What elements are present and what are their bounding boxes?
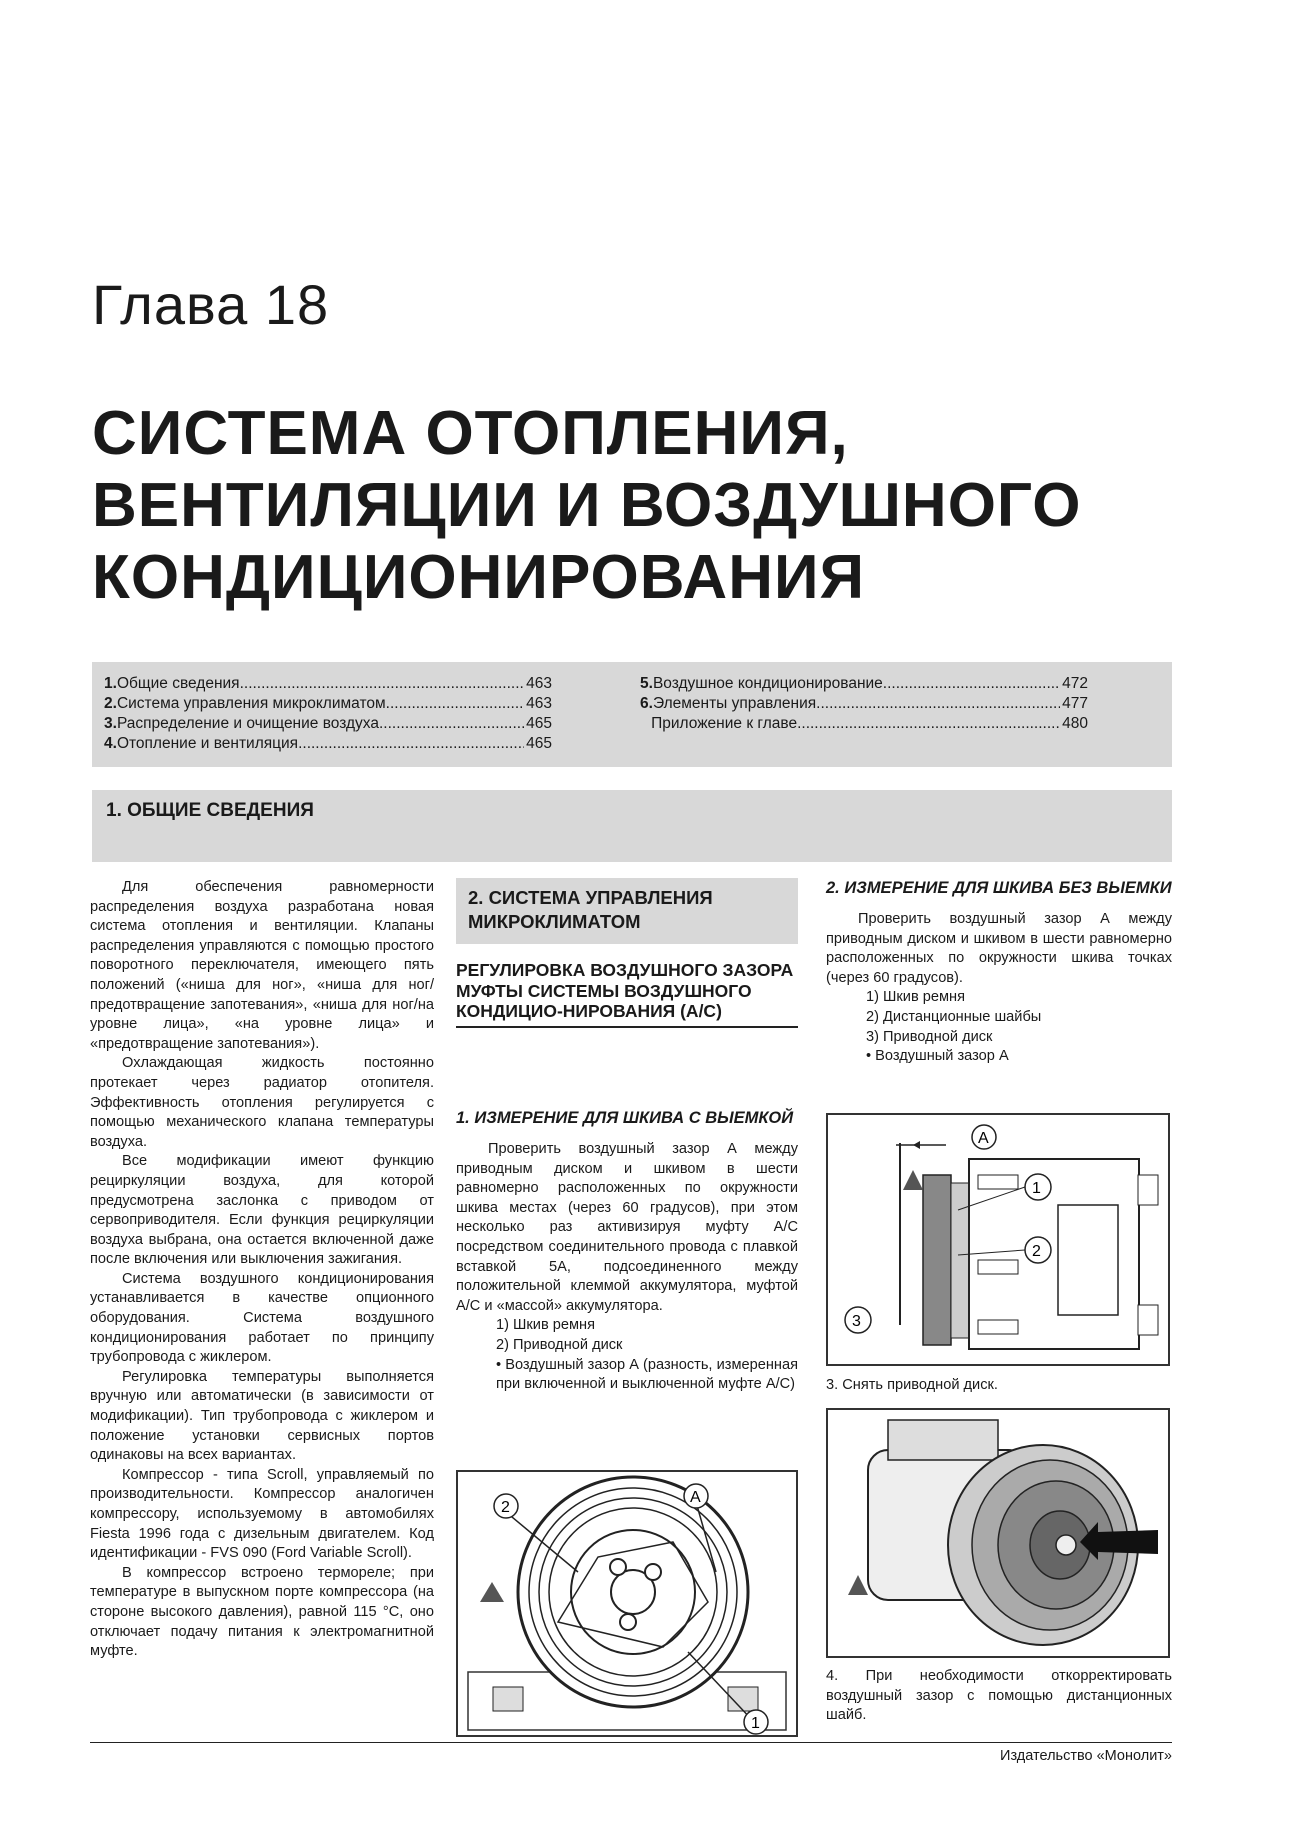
compressor-diagram [826,1408,1170,1658]
toc-title: Элементы управления [652,695,817,712]
paragraph: Компрессор - типа Scroll, управляемый по производительности. Компрессор аналогичен компрессору, используемому в автомобилях Fiesta 1996 года с дизельным двигателем. Код идентификации - FVS 090 (Ford Variable Scroll). [90,1466,434,1562]
clutch-drawing-1 [458,1472,796,1735]
fig-label: 2 [501,1499,510,1516]
toc-number: 3. [104,715,117,732]
section-1-heading: 1. ОБЩИЕ СВЕДЕНИЯ [92,790,1172,862]
fig-label: A [978,1130,989,1147]
list-item: • Воздушный зазор А (разность, измеренная при включенной и выключенной муфте А/С) [496,1356,798,1393]
publisher-footer: Издательство «Монолит» [1000,1748,1172,1764]
step-1-text: Проверить воздушный зазор А между приводным диском и шкивом в шести равномерно расположенных по окружности шкива местах (через 60 градусов), при этом несколько раз активизируя муфту А/С посредством соединительного провода с плавкой вставкой 5А, подсоединенного между положительной клеммой аккумулятора, муфтой А/С и «массой» аккумулятора. [456,1141,798,1314]
list-item: 3) Приводной диск [866,1028,993,1045]
toc-entry[interactable] [104,734,552,754]
section-2-heading: 2. СИСТЕМА УПРАВЛЕНИЯ МИКРОКЛИМАТОМ [456,878,798,944]
chapter-number: Глава 18 [92,273,330,336]
toc-entry[interactable] [104,714,552,734]
toc-title: Общие сведения [116,675,240,692]
toc-number: 5. [640,675,653,692]
toc-leader [240,674,525,694]
list-item: 1) Шкив ремня [496,1317,595,1334]
paragraph: Регулировка температуры выполняется вручную или автоматически (в зависимости от модификации). Тип трубопровода с жиклером и положение установки сервисных портов одинаковы на всех вариантах. [90,1368,434,1464]
step-2-block [826,878,1172,1067]
list-item: 2) Дистанционные шайбы [866,1008,1042,1025]
toc-page: 480 [1062,715,1088,732]
toc-number: 1. [104,675,117,692]
step-2-title: 2. ИЗМЕРЕНИЕ ДЛЯ ШКИВА БЕЗ ВЫЕМКИ [826,879,1172,897]
chapter-title [92,398,1212,614]
step-2-text: Проверить воздушный зазор А между приводным диском и шкивом в шести равномерно расположенных по окружности шкива точках (через 60 градусов). [826,911,1172,986]
toc-leader [883,674,1060,694]
toc-leader [816,694,1060,714]
step-3-caption: 3. Снять приводной диск. [826,1377,998,1393]
paragraph: Все модификации имеют функцию рециркуляции воздуха, для которой предусмотрена заслонка с приводом от сервоприводителя. Если функция рециркуляции воздуха выбрана, она остается включенной даже после включения или выключения зажигания. [90,1153,434,1268]
paragraph: Система воздушного кондиционирования устанавливается в качестве опционного оборудования. Система воздушного кондиционирования работает по принципу трубопровода с жиклером. [90,1270,434,1366]
toc-leader [298,734,524,754]
toc-leader [797,714,1060,734]
toc-leader [379,714,524,734]
toc-title: Распределение и очищение воздуха [116,715,379,732]
pulley-flat-diagram [826,1113,1170,1366]
toc-title: Отопление и вентиляция [116,735,299,752]
list-item: 2) Приводной диск [496,1336,623,1353]
toc-number: 6. [640,695,653,712]
step-1-title: 1. ИЗМЕРЕНИЕ ДЛЯ ШКИВА С ВЫЕМКОЙ [456,1109,794,1127]
toc-number: 2. [104,695,117,712]
toc-page: 463 [526,675,552,692]
fig-label: 1 [751,1715,760,1732]
list-item: • Воздушный зазор А [866,1048,1009,1065]
paragraph: Охлаждающая жидкость постоянно протекает через радиатор отопителя. Эффективность отопления регулируется с помощью механического клапана температуры воздуха. [90,1055,434,1150]
toc-page: 472 [1062,675,1088,692]
section-1-body [90,878,434,1662]
toc-entry[interactable] [640,674,1088,694]
step-1-block [456,1108,798,1395]
toc-number: 4. [104,735,117,752]
toc-page: 477 [1062,695,1088,712]
toc-right-column [640,674,1088,734]
toc-title: Воздушное кондиционирование [652,675,883,692]
toc-leader [386,694,524,714]
paragraph: Для обеспечения равномерности распределения воздуха разработана новая система отопления и вентиляции. Клапаны распределения управляются с помощью простого поворотного переключателя, имеющего пять положений («ниша для ног», «ниша для ног/предотвращение запотевания», «ниша для ног/на уровне лица», «на уровне лица» и «предотвращение запотевания»). [90,879,434,1052]
title-line: ВЕНТИЛЯЦИИ И ВОЗДУШНОГО [92,471,1082,540]
title-line: КОНДИЦИОНИРОВАНИЯ [92,543,866,612]
toc-number [640,714,651,734]
fig-label: 1 [1032,1180,1041,1197]
list-item: 1) Шкив ремня [866,989,965,1006]
clutch-drawing-2 [828,1115,1168,1364]
fig-label: 2 [1032,1243,1041,1260]
table-of-contents [92,662,1172,767]
toc-page: 465 [526,715,552,732]
toc-page: 463 [526,695,552,712]
toc-entry[interactable] [104,694,552,714]
toc-entry[interactable] [104,674,552,694]
fig-label: A [690,1489,701,1506]
compressor-drawing [828,1410,1168,1656]
footer-divider [90,1742,1172,1743]
toc-left-column [104,674,552,754]
toc-title: Система управления микроклиматом [116,695,386,712]
step-4-caption: 4. При необходимости откорректировать воздушный зазор с помощью дистанционных шайб. [826,1668,1172,1724]
toc-entry[interactable] [640,714,1088,734]
subsection-heading: РЕГУЛИРОВКА ВОЗДУШНОГО ЗАЗОРА МУФТЫ СИСТЕМЫ ВОЗДУШНОГО КОНДИЦИО-НИРОВАНИЯ (А/С) [456,960,798,1028]
paragraph: В компрессор встроено термореле; при температуре в выпускном порте компрессора (на стороне высокого давления), равной 115 °С, оно отключает подачу питания к электромагнитной муфте. [90,1564,434,1660]
title-line: СИСТЕМА ОТОПЛЕНИЯ, [92,399,849,468]
pulley-recessed-diagram [456,1470,798,1737]
toc-page: 465 [526,735,552,752]
fig-label: 3 [852,1313,861,1330]
toc-title: Приложение к главе [651,715,798,732]
toc-entry[interactable] [640,694,1088,714]
